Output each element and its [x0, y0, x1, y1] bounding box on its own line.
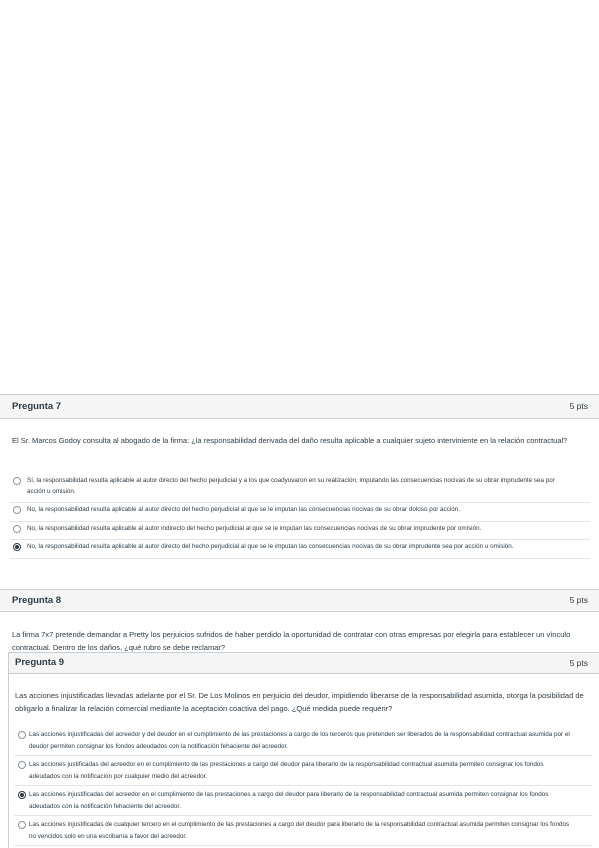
answer-label: Las acciones justificadas del acreedor en el cumplimiento de las prestaciones a cargo del deudor para liberarlo de la responsabilidad contractual asumida permiten consignar los fondos adeudados con la notificación por cualquier medio del acreedor. [29, 761, 544, 780]
question-text: La firma 7x7 pretende demandar a Pretty los perjuicios sufridos de haber perdido la oportunidad de contratar con otras empresas por elegirla para establecer un vínculo contractual. Dentro de los daños, ¿qué rubro se debe reclamar? [12, 629, 571, 652]
answer-list [10, 474, 590, 559]
answer-option[interactable] [14, 786, 592, 816]
radio-button[interactable] [13, 525, 21, 533]
question-points: 5 pts [569, 401, 588, 411]
answer-label: Las acciones injustificadas del acreedor y del deudor en el cumplimiento de las prestaciones a cargo de los terceros que pretenden ser liberados de la responsabilidad contractual asumida por el deudor permiten consignar los fondos adeudados con la notificación fehaciente del acreedor. [29, 731, 570, 750]
question-9 [8, 652, 599, 848]
radio-button[interactable] [18, 731, 26, 739]
answer-option[interactable] [10, 522, 590, 541]
question-text: Las acciones injustificadas llevadas adelante por el Sr. De Los Molinos en perjuicio del deudor, impidiendo liberarse de la responsabilidad asumida, otorga la posibilidad de obligarlo a finalizar la relación comercial mediante la aceptación coactiva del pago. ¿Qué medida puede requerir? [15, 690, 584, 713]
answer-label: Las acciones injustificadas de cualquier tercero en el cumplimiento de las prestaciones a cargo del deudor para liberarlo de la responsabilidad contractual asumida permiten consignar los fondos no vencidos solo en una escribanía a favor del acreedor. [29, 821, 570, 840]
answer-option[interactable] [10, 540, 590, 559]
question-header [9, 652, 599, 674]
question-points: 5 pts [569, 595, 588, 605]
radio-button[interactable] [18, 821, 26, 829]
radio-button[interactable] [13, 543, 21, 551]
answer-label: Sí, la responsabilidad resulta aplicable al autor directo del hecho perjudicial y a los que coadyuvaron en su realización, imputando las consecuencias nocivas de su obrar imprudente sea por acción u omisión. [27, 477, 555, 495]
question-header [0, 394, 599, 419]
radio-button[interactable] [13, 506, 21, 514]
radio-button[interactable] [18, 791, 26, 799]
question-points: 5 pts [569, 658, 588, 668]
question-title: Pregunta 9 [15, 657, 65, 668]
answer-option[interactable] [10, 474, 590, 503]
answer-option[interactable] [10, 503, 590, 522]
answer-label: Las acciones injustificadas del acreedor en el cumplimiento de las prestaciones a cargo del deudor para liberarlo de la responsabilidad contractual asumida permiten consignar los fondos adeudados con la notificación fehaciente del acreedor. [29, 791, 549, 810]
question-8 [0, 589, 599, 652]
answer-label: No, la responsabilidad resulta aplicable al autor directo del hecho perjudicial al que se le imputan las consecuencias nocivas de su obrar imprudente sea por acción u omisión. [27, 543, 514, 550]
question-7 [0, 394, 599, 564]
answer-option[interactable] [14, 756, 592, 786]
radio-button[interactable] [18, 761, 26, 769]
answer-label: No, la responsabilidad resulta aplicable al autor directo del hecho perjudicial al que se le imputan las consecuencias nocivas de su obrar doloso por acción. [27, 506, 460, 513]
answer-option[interactable] [14, 816, 592, 846]
answer-label: No, la responsabilidad resulta aplicable al autor indirecto del hecho perjudicial al que se le imputan las consecuencias nocivas de su obrar imprudente por omisión. [27, 524, 482, 532]
question-header [0, 589, 599, 612]
question-title: Pregunta 7 [12, 401, 62, 412]
question-title: Pregunta 8 [12, 595, 62, 606]
question-text: El Sr. Marcos Godoy consulta al abogado de la firma: ¿la responsabilidad derivada del daño resulta aplicable a cualquier sujeto interviniente en la relación contractual? [12, 436, 568, 445]
radio-button[interactable] [13, 477, 21, 485]
answer-list [14, 726, 592, 846]
answer-option[interactable] [14, 726, 592, 756]
